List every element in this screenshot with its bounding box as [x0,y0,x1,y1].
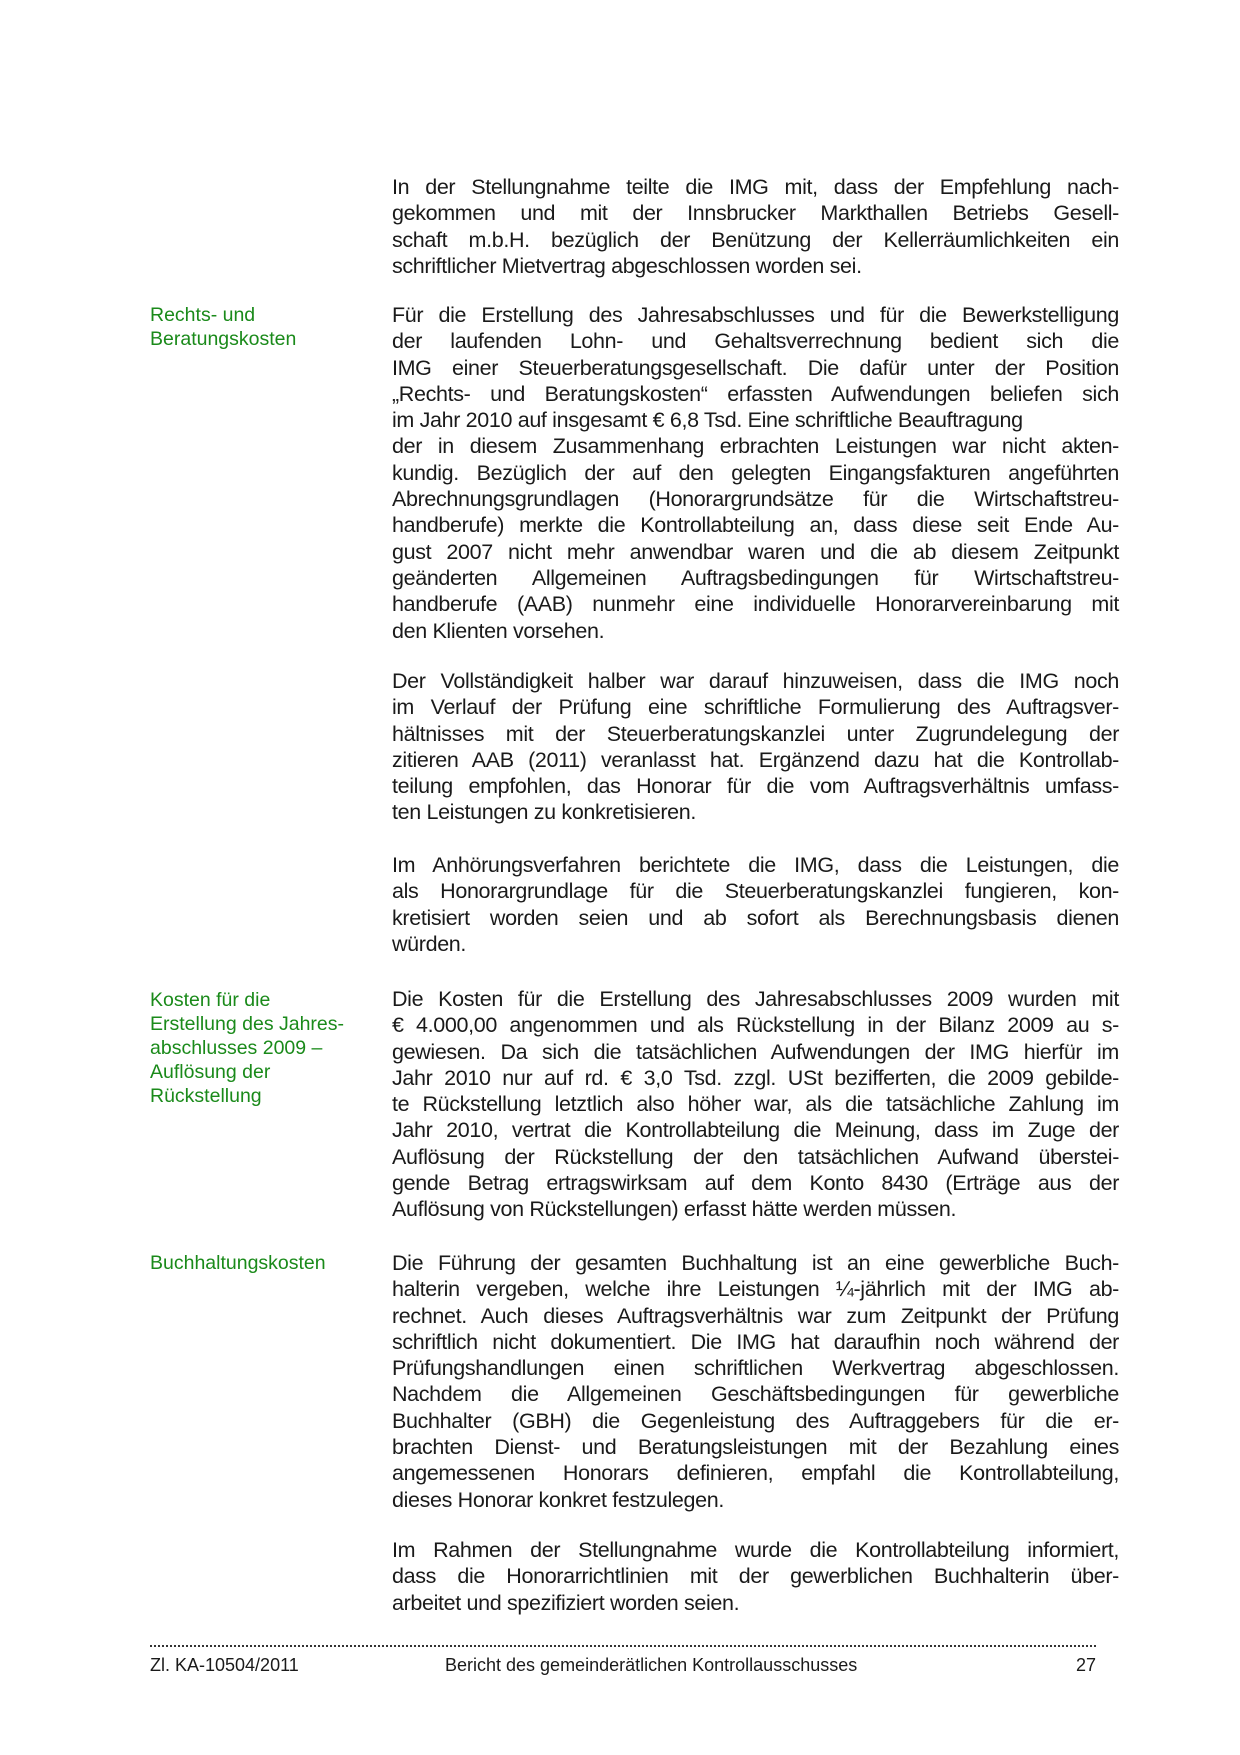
text-line: ten Leistungen zu konkretisieren. [392,800,696,825]
text-line: zitieren AAB (2011) veranlasst hat. Ergänzend dazu hat die Kontrollab- [392,747,1119,772]
text-line: schaft m.b.H. bezüglich der Benützung der Kellerräumlichkeiten ein [392,227,1119,252]
text-line: halterin vergeben, welche ihre Leistungen ¼-jährlich mit der IMG ab- [392,1277,1119,1302]
text-line: Die Führung der gesamten Buchhaltung ist an eine gewerbliche Buch- [392,1251,1119,1275]
text-line: IMG einer Steuerberatungsgesellschaft. Die dafür unter der Position [392,355,1119,380]
page-number: 27 [1075,1655,1096,1675]
text-line: arbeitet und spezifiziert worden seien. [392,1590,740,1615]
text-line: In der Stellungnahme teilte die IMG mit, dass der Empfehlung nach- [392,175,1119,199]
margin-heading-line: Rückstellung [150,1085,262,1107]
report-title: Bericht des gemeinderätlichen Kontrollausschusses [445,1655,858,1675]
text-line: Der Vollständigkeit halber war darauf hinzuweisen, dass die IMG noch [392,669,1119,693]
text-line: € 4.000,00 angenommen und als Rückstellung in der Bilanz 2009 au s- [392,1013,1119,1038]
document-reference: Zl. KA-10504/2011 [150,1655,299,1675]
paragraph-rechts-3 [392,852,1119,957]
text-line: dieses Honorar konkret festzulegen. [392,1487,724,1512]
text-line: gust 2007 nicht mehr anwendbar waren und die ab diesem Zeitpunkt [392,539,1119,564]
text-line: handberufe (AAB) nunmehr eine individuelle Honorarvereinbarung mit [392,592,1119,617]
text-line: rechnet. Auch dieses Auftragsverhältnis war zum Zeitpunkt der Prüfung [392,1303,1119,1328]
margin-heading-line: Buchhaltungskosten [150,1252,326,1274]
text-line: te Rückstellung letztlich also höher war, als die tatsächliche Zahlung im [392,1092,1119,1117]
text-line: den Klienten vorsehen. [392,618,605,643]
text-line: handberufe) merkte die Kontrollabteilung an, dass diese seit Ende Au- [392,513,1119,538]
text-line: im Jahr 2010 auf insgesamt € 6,8 Tsd. Eine schriftliche Beauftragung [392,408,1023,433]
margin-heading-line: Rechts- und [150,304,256,326]
text-line: Prüfungshandlungen einen schriftlichen Werkvertrag abgeschlossen. [392,1356,1119,1381]
text-line: Im Rahmen der Stellungnahme wurde die Kontrollabteilung informiert, [392,1538,1119,1562]
text-line: würden. [392,931,467,956]
text-line: der laufenden Lohn- und Gehaltsverrechnung bedient sich die [392,329,1119,354]
footer-dotted-rule [150,1645,1096,1647]
text-line: Nachdem die Allgemeinen Geschäftsbedingungen für gewerbliche [392,1382,1119,1407]
text-line: Für die Erstellung des Jahresabschlusses und für die Bewerkstelligung [392,303,1119,327]
text-line: brachten Dienst- und Beratungsleistungen mit der Bezahlung eines [392,1435,1119,1460]
text-line: Auflösung von Rückstellungen) erfasst hätte werden müssen. [392,1197,957,1222]
text-line: Abrechnungsgrundlagen (Honorargrundsätze für die Wirtschaftstreu- [392,487,1119,512]
text-line: gewiesen. Da sich die tatsächlichen Aufwendungen der IMG hierfür im [392,1039,1119,1064]
text-line: hältnisses mit der Steuerberatungskanzlei unter Zugrundelegung der [392,721,1119,746]
paragraph-rechts-1 [392,302,1119,644]
text-line: im Verlauf der Prüfung eine schriftliche Formulierung des Auftragsver- [392,695,1119,720]
text-line: der in diesem Zusammenhang erbrachten Leistungen war nicht akten- [392,434,1119,459]
margin-heading-line: Auflösung der [150,1061,271,1083]
margin-heading-buchhaltungskosten [150,1251,370,1275]
margin-heading-rechts-beratungskosten [150,303,370,351]
paragraph-buchhaltung-2 [392,1537,1119,1616]
text-line: kretisiert worden seien und ab sofort als Berechnungsbasis dienen [392,905,1119,930]
margin-heading-line: Kosten für die [150,989,271,1011]
text-line: gekommen und mit der Innsbrucker Markthallen Betriebs Gesell- [392,201,1119,226]
text-line: schriftlich nicht dokumentiert. Die IMG hat daraufhin noch während der [392,1329,1119,1354]
text-line: Die Kosten für die Erstellung des Jahresabschlusses 2009 wurden mit [392,987,1119,1011]
text-line: geänderten Allgemeinen Auftragsbedingungen für Wirtschaftstreu- [392,565,1119,590]
text-line: angemessenen Honorars definieren, empfahl die Kontrollabteilung, [392,1461,1119,1486]
paragraph-jahresabschluss [392,986,1119,1223]
margin-heading-line: abschlusses 2009 – [150,1037,323,1059]
text-line: gende Betrag ertragswirksam auf dem Konto 8430 (Erträge aus der [392,1171,1119,1196]
margin-heading-jahresabschluss-2009 [150,988,370,1108]
margin-heading-line: Erstellung des Jahres- [150,1013,345,1035]
text-line: Jahr 2010 nur auf rd. € 3,0 Tsd. zzgl. USt bezifferten, die 2009 gebilde- [392,1065,1119,1090]
text-line: Jahr 2010, vertrat die Kontrollabteilung die Meinung, dass im Zuge der [392,1118,1119,1143]
text-line: als Honorargrundlage für die Steuerberatungskanzlei fungieren, kon- [392,879,1119,904]
paragraph-buchhaltung-1 [392,1250,1119,1513]
page-footer [150,1655,1096,1681]
margin-heading-line: Beratungskosten [150,328,297,350]
text-line: dass die Honorarrichtlinien mit der gewerblichen Buchhalterin über- [392,1564,1119,1589]
text-line: schriftlicher Mietvertrag abgeschlossen worden sei. [392,253,862,278]
text-line: Auflösung der Rückstellung der den tatsächlichen Aufwand überstei- [392,1144,1119,1169]
text-line: kundig. Bezüglich der auf den gelegten Eingangsfakturen angeführten [392,460,1119,485]
paragraph-rechts-2 [392,668,1119,826]
text-line: Buchhalter (GBH) die Gegenleistung des Auftraggebers für die er- [392,1408,1119,1433]
text-line: Im Anhörungsverfahren berichtete die IMG, dass die Leistungen, die [392,853,1119,877]
text-line: „Rechts- und Beratungskosten“ erfassten Aufwendungen beliefen sich [392,381,1119,406]
paragraph-intro [392,174,1119,279]
text-line: teilung empfohlen, das Honorar für die vom Auftragsverhältnis umfass- [392,774,1119,799]
